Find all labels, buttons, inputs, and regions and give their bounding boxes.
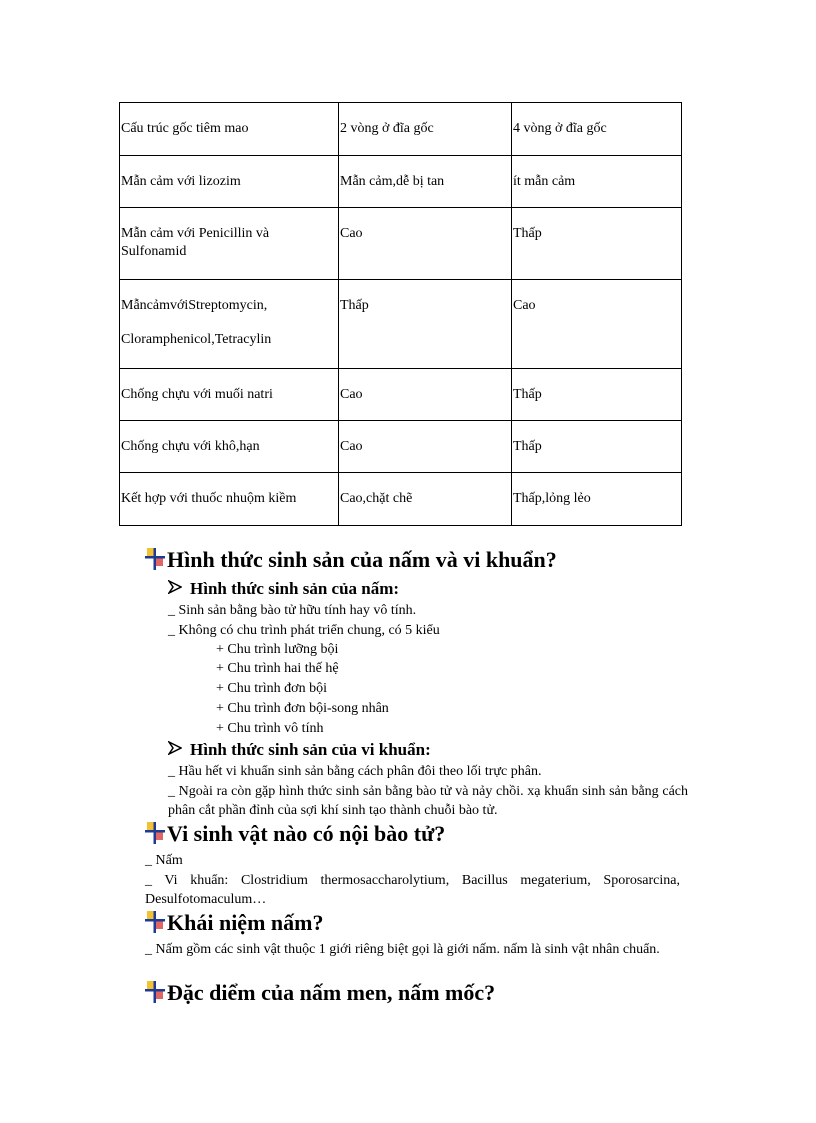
bullet-cross-icon bbox=[145, 981, 165, 1003]
table-row bbox=[120, 369, 682, 421]
list-item: + Chu trình đơn bội-song nhân bbox=[216, 701, 389, 716]
list-item: + Chu trình lưỡng bội bbox=[216, 642, 339, 657]
table-row bbox=[120, 208, 682, 280]
table-cell: Mẫn cảm với lizozim bbox=[120, 156, 339, 208]
subheading-text: Hình thức sinh sản của vi khuẩn: bbox=[190, 740, 431, 759]
table-cell: Mẫn cảm với Penicillin và Sulfonamid bbox=[120, 208, 339, 280]
bullet-cross-icon bbox=[145, 911, 165, 933]
table-cell: Cao bbox=[339, 369, 512, 421]
comparison-table bbox=[119, 102, 682, 526]
table-cell: Cấu trúc gốc tiêm mao bbox=[120, 103, 339, 156]
table-cell: Chống chựu với khô,hạn bbox=[120, 421, 339, 473]
paragraph: _ Ngoài ra còn gặp hình thức sinh sản bằng bào tử và nảy chồi. xạ khuẩn sinh sản bằng cách phân cắt phần đỉnh của sợi khí sinh tạo thành chuỗi bào tử. bbox=[168, 784, 688, 818]
table-cell: Cao bbox=[339, 421, 512, 473]
table-cell: Kết hợp với thuốc nhuộm kiềm bbox=[120, 473, 339, 526]
table-row bbox=[120, 280, 682, 369]
table-cell bbox=[120, 280, 339, 369]
table-cell: Cao bbox=[512, 280, 682, 369]
table-cell: Chống chựu với muối natri bbox=[120, 369, 339, 421]
table-cell: Thấp bbox=[512, 421, 682, 473]
table-row bbox=[120, 473, 682, 526]
section-heading bbox=[145, 820, 445, 848]
paragraph-line: _ Hầu hết vi khuẩn sinh sản bằng cách phân đôi theo lối trực phân. bbox=[168, 764, 542, 779]
table-cell: 4 vòng ở đĩa gốc bbox=[512, 103, 682, 156]
section-heading bbox=[145, 909, 323, 937]
section-heading-text: Đặc diểm của nấm men, nấm mốc? bbox=[167, 980, 496, 1005]
bullet-cross-icon bbox=[145, 822, 165, 844]
subheading bbox=[168, 739, 431, 761]
table-row bbox=[120, 156, 682, 208]
table-cell: Mẫn cảm,dễ bị tan bbox=[339, 156, 512, 208]
section-heading-text: Khái niệm nấm? bbox=[167, 910, 324, 935]
section-heading bbox=[145, 546, 557, 574]
arrow-bullet-icon bbox=[168, 580, 182, 594]
subheading-text: Hình thức sinh sản của nấm: bbox=[190, 579, 400, 598]
section-heading bbox=[145, 979, 495, 1007]
table-cell: 2 vòng ở đĩa gốc bbox=[339, 103, 512, 156]
paragraph-line: _ Nấm bbox=[145, 853, 183, 868]
paragraph: _ Vi khuẩn: Clostridium thermosaccharolytium, Bacillus megaterium, Sporosarcina, Desulfotomaculum… bbox=[145, 873, 680, 907]
table-cell-line: Cloramphenicol,Tetracylin bbox=[121, 332, 272, 347]
table-cell: Cao bbox=[339, 208, 512, 280]
paragraph: _ Nấm gồm các sinh vật thuộc 1 giới riêng biệt gọi là giới nấm. nấm là sinh vật nhân chuẩn. bbox=[145, 942, 660, 957]
list-item: + Chu trình hai thế hệ bbox=[216, 661, 339, 676]
table-cell: Thấp bbox=[512, 208, 682, 280]
table-cell: Thấp,lỏng lẻo bbox=[512, 473, 682, 526]
bullet-cross-icon bbox=[145, 548, 165, 570]
table-row bbox=[120, 103, 682, 156]
subheading bbox=[168, 578, 399, 600]
table-cell: Cao,chặt chẽ bbox=[339, 473, 512, 526]
section-heading-text: Vi sinh vật nào có nội bào tử? bbox=[167, 821, 446, 846]
table-cell-line: MẫncảmvớiStreptomycin, bbox=[121, 298, 268, 313]
table-row bbox=[120, 421, 682, 473]
table-cell: Thấp bbox=[512, 369, 682, 421]
list-item: + Chu trình đơn bội bbox=[216, 681, 327, 696]
section-heading-text: Hình thức sinh sản của nấm và vi khuẩn? bbox=[167, 547, 557, 572]
table-cell: ít mẫn cảm bbox=[512, 156, 682, 208]
paragraph-line: _ Sinh sản bằng bào tử hữu tính hay vô tính. bbox=[168, 603, 417, 618]
list-item: + Chu trình vô tính bbox=[216, 721, 324, 736]
table-cell: Thấp bbox=[339, 280, 512, 369]
arrow-bullet-icon bbox=[168, 741, 182, 755]
paragraph-line: _ Không có chu trình phát triển chung, có 5 kiểu bbox=[168, 623, 440, 638]
